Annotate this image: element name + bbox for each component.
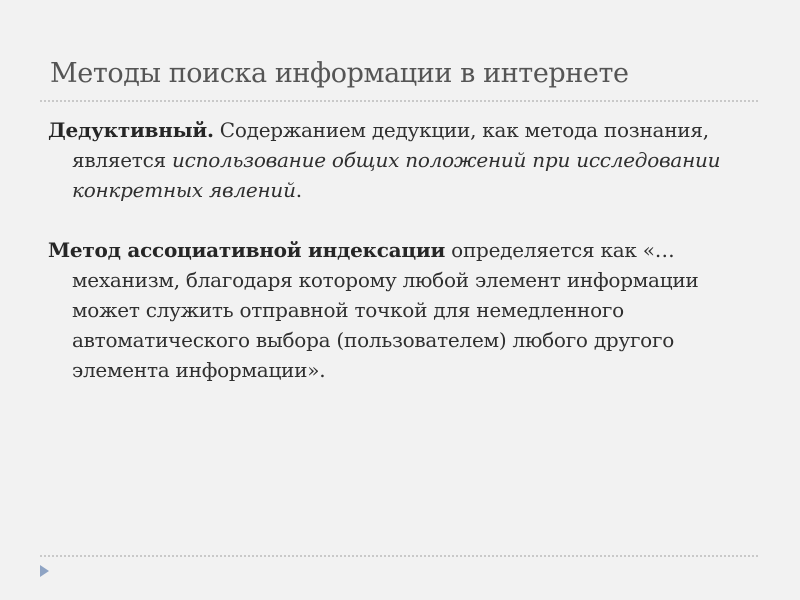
paragraph-deductive-emphasis: использование общих положений при исследовании конкретных явлений [72,148,721,202]
paragraph-associative-indexing-text: определяется как «… механизм, благодаря которому любой элемент информации может служить отправной точкой для немедленного автоматического выбора (пользователем) любого другого элемента информации». [72,238,699,382]
slide-body [48,115,760,385]
paragraph-associative-indexing [48,235,760,385]
paragraph-deductive-text: Содержанием дедукции, как метода познания, является [72,118,709,172]
footer-divider [40,555,758,557]
paragraph-deductive-end: . [295,178,302,202]
term-associative-indexing: Метод ассоциативной индексации [48,238,446,262]
term-deductive: Дедуктивный. [48,118,214,142]
slide-title: Методы поиска информации в интернете [50,58,629,89]
paragraph-deductive [48,115,760,205]
title-divider [40,100,758,102]
play-triangle-icon[interactable] [40,565,49,577]
